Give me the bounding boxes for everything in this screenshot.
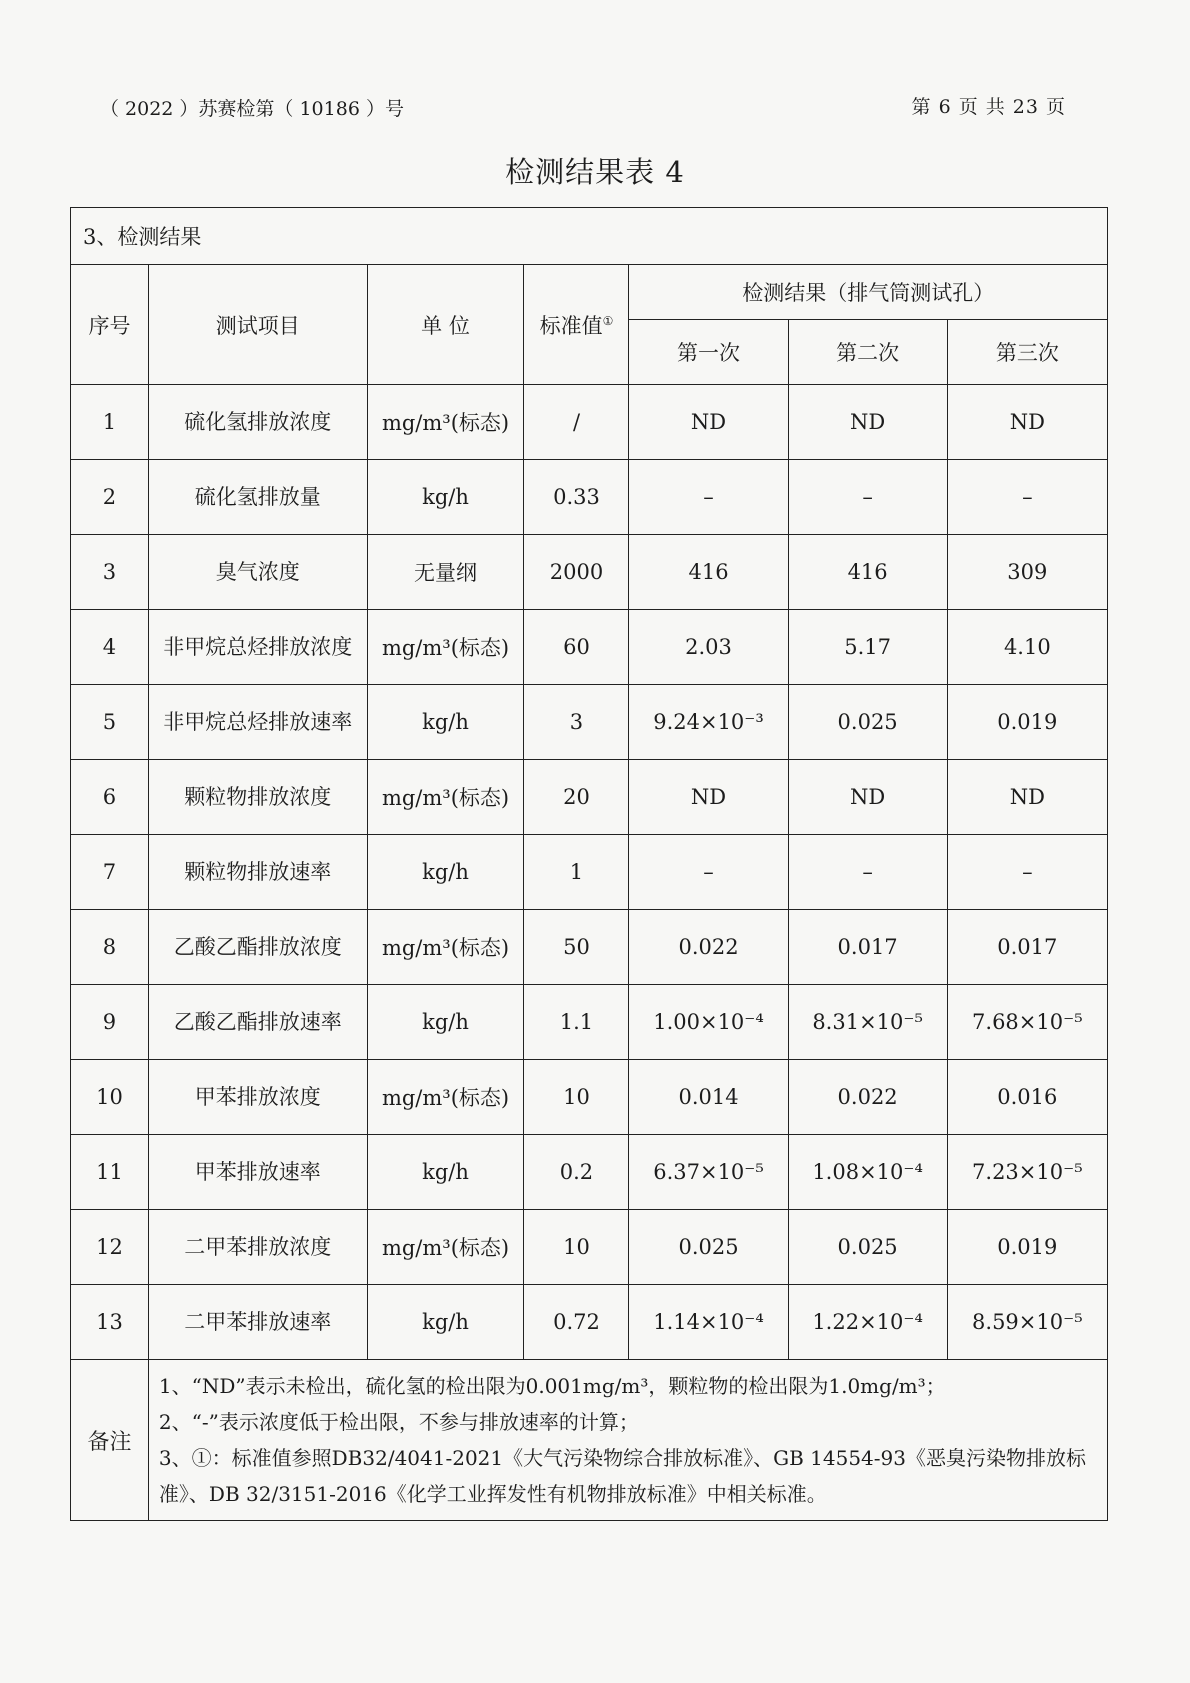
row-result-first: – xyxy=(629,460,788,535)
row-result-third: 4.10 xyxy=(947,610,1107,685)
row-item: 硫化氢排放量 xyxy=(148,460,367,535)
row-result-third: – xyxy=(947,460,1107,535)
row-item: 二甲苯排放浓度 xyxy=(148,1210,367,1285)
row-unit: mg/m³(标态) xyxy=(367,1210,524,1285)
row-result-first: 2.03 xyxy=(629,610,788,685)
row-standard: 20 xyxy=(524,760,629,835)
row-unit: kg/h xyxy=(367,1285,524,1360)
row-standard: 2000 xyxy=(524,535,629,610)
row-result-first: ND xyxy=(629,385,788,460)
col-header-third: 第三次 xyxy=(947,320,1107,385)
table-row xyxy=(71,685,1108,760)
row-result-third: 0.019 xyxy=(947,1210,1107,1285)
row-standard: 50 xyxy=(524,910,629,985)
report-number: （ 2022 ）苏赛检第（ 10186 ）号 xyxy=(100,98,404,120)
row-standard: 10 xyxy=(524,1060,629,1135)
row-standard: 0.72 xyxy=(524,1285,629,1360)
table-row xyxy=(71,610,1108,685)
row-result-second: 0.022 xyxy=(788,1060,947,1135)
row-result-second: 0.025 xyxy=(788,1210,947,1285)
col-header-second: 第二次 xyxy=(788,320,947,385)
results-table xyxy=(70,207,1108,1521)
row-seq: 12 xyxy=(71,1210,149,1285)
page-title: 检测结果表 4 xyxy=(505,155,685,189)
row-result-first: 1.00×10⁻⁴ xyxy=(629,985,788,1060)
row-standard: 0.2 xyxy=(524,1135,629,1210)
col-header-standard xyxy=(524,265,629,385)
row-result-second: 0.025 xyxy=(788,685,947,760)
row-result-second: 1.22×10⁻⁴ xyxy=(788,1285,947,1360)
row-item: 颗粒物排放速率 xyxy=(148,835,367,910)
remark-line-3: 3、①：标准值参照DB32/4041-2021《大气污染物综合排放标准》、GB 14554-93《恶臭污染物排放标准》、DB 32/3151-2016《化学工业挥发性有机物排放标准》中相关标准。 xyxy=(158,1446,1086,1506)
remarks-label: 备注 xyxy=(71,1360,149,1521)
row-result-first: 9.24×10⁻³ xyxy=(629,685,788,760)
remark-line-2: 2、“-”表示浓度低于检出限，不参与排放速率的计算； xyxy=(158,1410,639,1434)
row-result-third: 8.59×10⁻⁵ xyxy=(947,1285,1107,1360)
row-result-third: 0.017 xyxy=(947,910,1107,985)
row-result-second: 8.31×10⁻⁵ xyxy=(788,985,947,1060)
row-result-second: – xyxy=(788,835,947,910)
row-standard: 60 xyxy=(524,610,629,685)
row-result-second: 1.08×10⁻⁴ xyxy=(788,1135,947,1210)
row-seq: 2 xyxy=(71,460,149,535)
row-seq: 1 xyxy=(71,385,149,460)
row-item: 乙酸乙酯排放浓度 xyxy=(148,910,367,985)
table-row xyxy=(71,760,1108,835)
row-result-first: 416 xyxy=(629,535,788,610)
row-standard: 3 xyxy=(524,685,629,760)
col-header-seq: 序号 xyxy=(71,265,149,385)
row-result-second: 416 xyxy=(788,535,947,610)
row-seq: 7 xyxy=(71,835,149,910)
section-label: 3、检测结果 xyxy=(71,208,1108,265)
row-unit: mg/m³(标态) xyxy=(367,610,524,685)
row-result-second: 0.017 xyxy=(788,910,947,985)
row-standard: 0.33 xyxy=(524,460,629,535)
row-unit: kg/h xyxy=(367,1135,524,1210)
row-result-second: – xyxy=(788,460,947,535)
row-unit: mg/m³(标态) xyxy=(367,760,524,835)
col-header-item: 测试项目 xyxy=(148,265,367,385)
row-standard: / xyxy=(524,385,629,460)
row-unit: kg/h xyxy=(367,835,524,910)
row-seq: 4 xyxy=(71,610,149,685)
row-result-first: ND xyxy=(629,760,788,835)
row-unit: 无量纲 xyxy=(367,535,524,610)
row-seq: 10 xyxy=(71,1060,149,1135)
table-row xyxy=(71,535,1108,610)
table-body xyxy=(71,385,1108,1360)
remarks-content xyxy=(148,1360,1107,1521)
row-result-first: 0.014 xyxy=(629,1060,788,1135)
standard-footnote-mark: ① xyxy=(602,313,614,328)
row-standard: 10 xyxy=(524,1210,629,1285)
col-header-first: 第一次 xyxy=(629,320,788,385)
row-seq: 13 xyxy=(71,1285,149,1360)
row-item: 乙酸乙酯排放速率 xyxy=(148,985,367,1060)
row-unit: mg/m³(标态) xyxy=(367,1060,524,1135)
row-result-third: 309 xyxy=(947,535,1107,610)
row-result-third: 7.68×10⁻⁵ xyxy=(947,985,1107,1060)
row-seq: 11 xyxy=(71,1135,149,1210)
row-item: 硫化氢排放浓度 xyxy=(148,385,367,460)
row-result-first: 6.37×10⁻⁵ xyxy=(629,1135,788,1210)
row-result-first: 0.022 xyxy=(629,910,788,985)
row-unit: kg/h xyxy=(367,985,524,1060)
row-result-third: ND xyxy=(947,760,1107,835)
row-unit: mg/m³(标态) xyxy=(367,910,524,985)
row-seq: 3 xyxy=(71,535,149,610)
row-seq: 5 xyxy=(71,685,149,760)
table-row xyxy=(71,385,1108,460)
row-result-third: 0.016 xyxy=(947,1060,1107,1135)
table-row xyxy=(71,460,1108,535)
col-header-unit: 单 位 xyxy=(367,265,524,385)
row-standard: 1.1 xyxy=(524,985,629,1060)
row-item: 甲苯排放速率 xyxy=(148,1135,367,1210)
row-unit: kg/h xyxy=(367,685,524,760)
table-row xyxy=(71,1060,1108,1135)
row-item: 颗粒物排放浓度 xyxy=(148,760,367,835)
row-result-second: ND xyxy=(788,385,947,460)
row-item: 甲苯排放浓度 xyxy=(148,1060,367,1135)
table-row xyxy=(71,1285,1108,1360)
row-result-second: ND xyxy=(788,760,947,835)
page-number: 第 6 页 共 23 页 xyxy=(911,96,1066,118)
row-standard: 1 xyxy=(524,835,629,910)
row-result-first: 0.025 xyxy=(629,1210,788,1285)
col-header-results: 检测结果（排气筒测试孔） xyxy=(629,265,1108,320)
remark-line-1: 1、“ND”表示未检出，硫化氢的检出限为0.001mg/m³，颗粒物的检出限为1.0mg/m³； xyxy=(158,1374,946,1398)
row-result-first: – xyxy=(629,835,788,910)
row-result-third: 0.019 xyxy=(947,685,1107,760)
row-result-third: ND xyxy=(947,385,1107,460)
row-result-first: 1.14×10⁻⁴ xyxy=(629,1285,788,1360)
row-unit: kg/h xyxy=(367,460,524,535)
row-result-second: 5.17 xyxy=(788,610,947,685)
row-item: 非甲烷总烃排放速率 xyxy=(148,685,367,760)
row-result-third: – xyxy=(947,835,1107,910)
table-row xyxy=(71,1210,1108,1285)
row-item: 臭气浓度 xyxy=(148,535,367,610)
row-seq: 9 xyxy=(71,985,149,1060)
row-item: 二甲苯排放速率 xyxy=(148,1285,367,1360)
row-seq: 8 xyxy=(71,910,149,985)
row-item: 非甲烷总烃排放浓度 xyxy=(148,610,367,685)
col-header-standard-label: 标准值 xyxy=(539,313,603,338)
row-result-third: 7.23×10⁻⁵ xyxy=(947,1135,1107,1210)
row-unit: mg/m³(标态) xyxy=(367,385,524,460)
table-row xyxy=(71,1135,1108,1210)
table-row xyxy=(71,985,1108,1060)
table-row xyxy=(71,835,1108,910)
row-seq: 6 xyxy=(71,760,149,835)
table-row xyxy=(71,910,1108,985)
